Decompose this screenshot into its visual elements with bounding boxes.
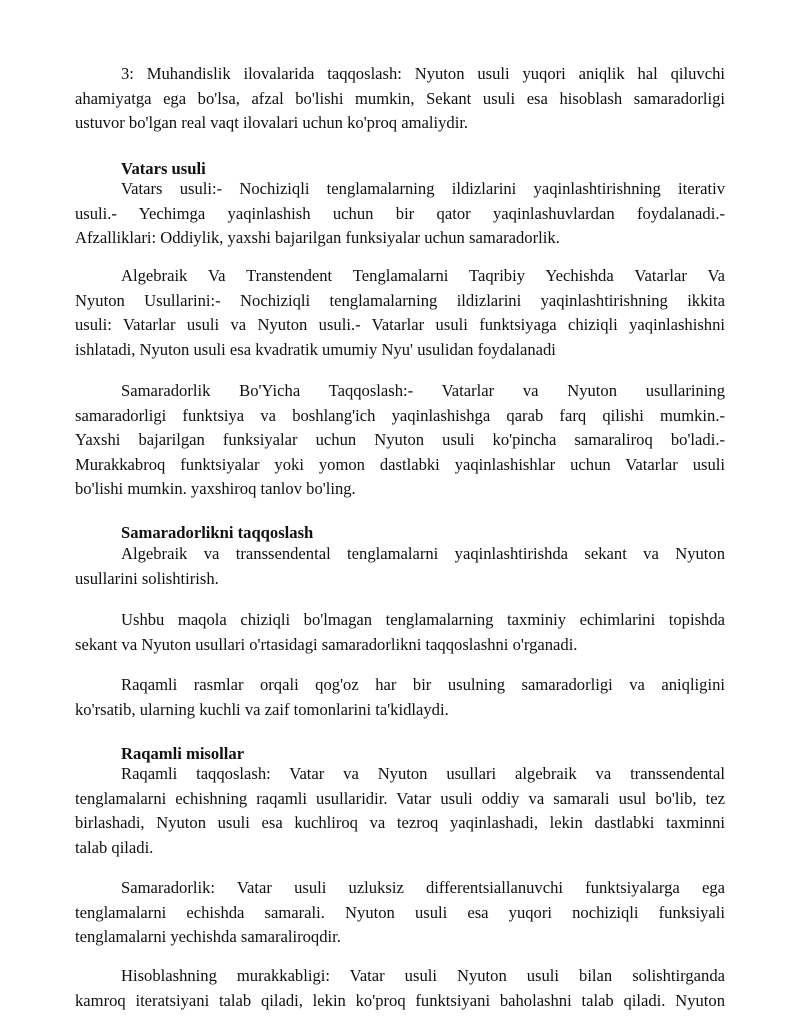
text-line: Vatars usuli:- Nochiziqli tenglamalarning ildizlarini yaqinlashtirishning iterativ [121, 179, 725, 198]
text-line: sekant va Nyuton usullari o'rtasidagi samaradorlikni taqqoslashni o'rganadi. [75, 634, 578, 654]
text-line: Afzalliklari: Oddiylik, yaxshi bajarilgan funksiyalar uchun samaradorlik. [75, 228, 560, 248]
text-line: usullarini solishtirish. [75, 568, 219, 588]
text-line: Samaradorlik: Vatar usuli uzluksiz differentsiallanuvchi funktsiyalarga ega [121, 878, 725, 897]
text-line: usuli.- Yechimga yaqinlashish uchun bir qator yaqinlashuvlardan foydalanadi.- [75, 203, 725, 223]
paragraph-hisoblashning [75, 964, 725, 1013]
text-line: usuli: Vatarlar usuli va Nyuton usuli.- Vatarlar usuli funktsiyaga chiziqli yaqinlashishni [75, 315, 725, 335]
text-line: talab qiladi. [75, 837, 154, 857]
text-line: Raqamli taqqoslash: Vatar va Nyuton usullari algebraik va transsendental [121, 764, 725, 783]
text-line: ishlatadi, Nyuton usuli esa kvadratik umumiy Nyu' usulidan foydalanadi [75, 339, 556, 359]
text-line: samaradorligi funktsiya va boshlang'ich yaqinlashishga qarab farq qilishi mumkin.- [75, 405, 725, 425]
text-line: ko'rsatib, ularning kuchli va zaif tomonlarini ta'kidlaydi. [75, 699, 449, 719]
text-line: birlashadi, Nyuton usuli esa kuchliroq va tezroq yaqinlashadi, lekin dastlabki taxminni [75, 813, 725, 833]
text-line: ustuvor bo'lgan real vaqt ilovalari uchun ko'proq amaliydir. [75, 113, 469, 133]
paragraph-algebraik-transsendental [75, 542, 725, 591]
text-line: Algebraik va transsendental tenglamalarni yaqinlashtirishda sekant va Nyuton [121, 544, 725, 563]
text-line: Ushbu maqola chiziqli bo'lmagan tenglamalarning taxminiy echimlarini topishda [121, 610, 725, 629]
text-line: tenglamalarni echishda samarali. Nyuton usuli esa yuqori nochiziqli funksiyali [75, 902, 725, 922]
paragraph-raqamli-rasmlar [75, 673, 725, 722]
section-heading-vatars: Vatars usuli [121, 159, 206, 178]
text-line: kamroq iteratsiyani talab qiladi, lekin ko'proq funktsiyani baholashni talab qiladi. Nyuton [75, 990, 725, 1010]
paragraph-raqamli-taqqoslash [75, 762, 725, 860]
text-line: ahamiyatga ega bo'lsa, afzal bo'lishi mumkin, Sekant usuli esa hisoblash samaradorligi [75, 88, 725, 108]
paragraph-samaradorlik [75, 876, 725, 950]
paragraph-ushbu-maqola [75, 608, 725, 657]
text-line: 3: Muhandislik ilovalarida taqqoslash: Nyuton usuli yuqori aniqlik hal qiluvchi [121, 64, 725, 83]
text-line: Murakkabroq funktsiyalar yoki yomon dastlabki yaqinlashishlar uchun Vatarlar usuli [75, 454, 725, 474]
text-line: Yaxshi bajarilgan funksiyalar uchun Nyuton usuli ko'pincha samaraliroq bo'ladi.- [75, 430, 725, 450]
text-line: Nyuton Usullarini:- Nochiziqli tenglamalarning ildizlarini yaqinlashtirishning ikkita [75, 290, 725, 310]
text-line: tenglamalarni yechishda samaraliroqdir. [75, 927, 341, 947]
text-line: Hisoblashning murakkabligi: Vatar usuli Nyuton usuli bilan solishtirganda [121, 966, 725, 985]
text-line: Samaradorlik Bo'Yicha Taqqoslash:- Vatarlar va Nyuton usullarining [121, 381, 725, 400]
text-line: bo'lishi mumkin. yaxshiroq tanlov bo'ling. [75, 479, 356, 499]
text-line: Algebraik Va Transtendent Tenglamalarni Taqribiy Yechishda Vatarlar Va [121, 266, 725, 285]
section-heading-samaradorlikni: Samaradorlikni taqqoslash [121, 523, 314, 542]
section-heading-raqamli-misollar: Raqamli misollar [121, 744, 245, 763]
paragraph-muhandislik [75, 62, 725, 136]
text-line: tenglamalarni echishning raqamli usullaridir. Vatar usuli oddiy va samarali usul bo'lib, tez [75, 788, 725, 808]
paragraph-samaradorlik-boyicha [75, 379, 725, 502]
paragraph-algebraik-transtendent [75, 264, 725, 362]
paragraph-vatars-usuli [75, 177, 725, 251]
text-line: Raqamli rasmlar orqali qog'oz har bir usulning samaradorligi va aniqligini [121, 675, 725, 694]
